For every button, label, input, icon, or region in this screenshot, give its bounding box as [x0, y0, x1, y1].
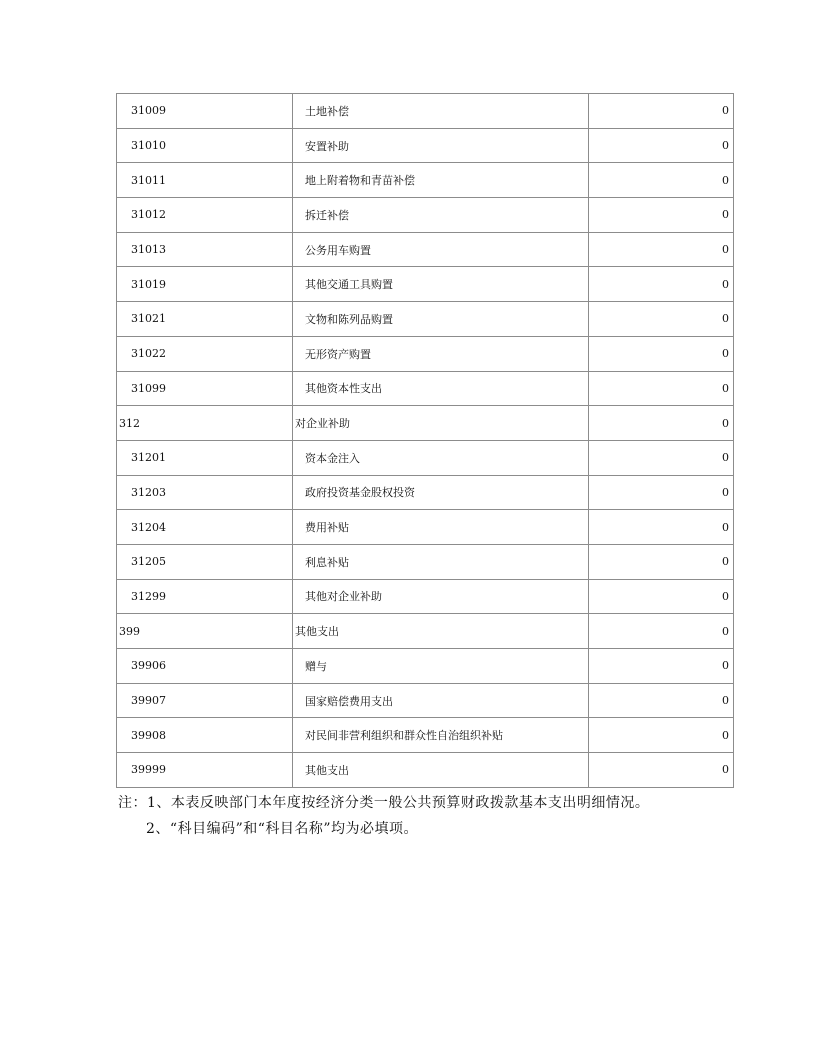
subject-name-cell: 赠与: [293, 649, 589, 684]
amount-cell: 0: [589, 336, 734, 371]
table-row: [117, 475, 734, 510]
amount-cell: 0: [589, 475, 734, 510]
amount-cell: 0: [589, 718, 734, 753]
subject-code-cell: 399: [117, 614, 293, 649]
subject-name-cell: 其他支出: [293, 614, 589, 649]
subject-code-cell: 31010: [117, 128, 293, 163]
subject-name-cell: 费用补贴: [293, 510, 589, 545]
table-row: [117, 232, 734, 267]
table-row: [117, 336, 734, 371]
table-row: [117, 440, 734, 475]
subject-name-cell: 其他对企业补助: [293, 579, 589, 614]
table-row: [117, 683, 734, 718]
table-row: [117, 510, 734, 545]
note-line-1: 注：1、本表反映部门本年度按经济分类一般公共预算财政拨款基本支出明细情况。: [118, 795, 650, 811]
subject-code-cell: 31022: [117, 336, 293, 371]
note-line-2: 2、“科目编码”和“科目名称”均为必填项。: [146, 821, 419, 837]
amount-cell: 0: [589, 198, 734, 233]
subject-code-cell: 31099: [117, 371, 293, 406]
amount-cell: 0: [589, 128, 734, 163]
amount-cell: 0: [589, 579, 734, 614]
subject-name-cell: 拆迁补偿: [293, 198, 589, 233]
subject-code-cell: 31201: [117, 440, 293, 475]
subject-name-cell: 对民间非营利组织和群众性自治组织补贴: [293, 718, 589, 753]
amount-cell: 0: [589, 267, 734, 302]
subject-name-cell: 资本金注入: [293, 440, 589, 475]
subject-name-cell: 其他支出: [293, 753, 589, 788]
table-row: [117, 198, 734, 233]
subject-name-cell: 其他资本性支出: [293, 371, 589, 406]
table-row: [117, 128, 734, 163]
subject-code-cell: 31299: [117, 579, 293, 614]
amount-cell: 0: [589, 302, 734, 337]
amount-cell: 0: [589, 683, 734, 718]
amount-cell: 0: [589, 510, 734, 545]
subject-name-cell: 政府投资基金股权投资: [293, 475, 589, 510]
subject-code-cell: 31203: [117, 475, 293, 510]
amount-cell: 0: [589, 544, 734, 579]
subject-name-cell: 利息补贴: [293, 544, 589, 579]
expenditure-detail-table: [116, 93, 734, 788]
amount-cell: 0: [589, 440, 734, 475]
subject-code-cell: 312: [117, 406, 293, 441]
subject-code-cell: 31205: [117, 544, 293, 579]
subject-name-cell: 国家赔偿费用支出: [293, 683, 589, 718]
subject-code-cell: 39906: [117, 649, 293, 684]
subject-code-cell: 31019: [117, 267, 293, 302]
subject-name-cell: 地上附着物和青苗补偿: [293, 163, 589, 198]
amount-cell: 0: [589, 232, 734, 267]
table-row: [117, 267, 734, 302]
subject-code-cell: 31204: [117, 510, 293, 545]
table-row: [117, 718, 734, 753]
subject-name-cell: 对企业补助: [293, 406, 589, 441]
amount-cell: 0: [589, 371, 734, 406]
table-notes: [118, 790, 649, 842]
subject-code-cell: 31012: [117, 198, 293, 233]
table-row: [117, 649, 734, 684]
table-body: [117, 94, 734, 788]
subject-name-cell: 其他交通工具购置: [293, 267, 589, 302]
amount-cell: 0: [589, 94, 734, 129]
subject-name-cell: 文物和陈列品购置: [293, 302, 589, 337]
table-row: [117, 579, 734, 614]
subject-code-cell: 39907: [117, 683, 293, 718]
subject-name-cell: 公务用车购置: [293, 232, 589, 267]
table-row: [117, 544, 734, 579]
subject-name-cell: 无形资产购置: [293, 336, 589, 371]
table-row: [117, 614, 734, 649]
subject-code-cell: 31021: [117, 302, 293, 337]
subject-code-cell: 31011: [117, 163, 293, 198]
amount-cell: 0: [589, 753, 734, 788]
subject-code-cell: 39908: [117, 718, 293, 753]
table-row: [117, 371, 734, 406]
amount-cell: 0: [589, 163, 734, 198]
subject-name-cell: 安置补助: [293, 128, 589, 163]
subject-name-cell: 土地补偿: [293, 94, 589, 129]
table-row: [117, 94, 734, 129]
amount-cell: 0: [589, 406, 734, 441]
subject-code-cell: 31009: [117, 94, 293, 129]
table-row: [117, 753, 734, 788]
subject-code-cell: 39999: [117, 753, 293, 788]
table-row: [117, 163, 734, 198]
table-row: [117, 406, 734, 441]
amount-cell: 0: [589, 649, 734, 684]
table-row: [117, 302, 734, 337]
subject-code-cell: 31013: [117, 232, 293, 267]
amount-cell: 0: [589, 614, 734, 649]
